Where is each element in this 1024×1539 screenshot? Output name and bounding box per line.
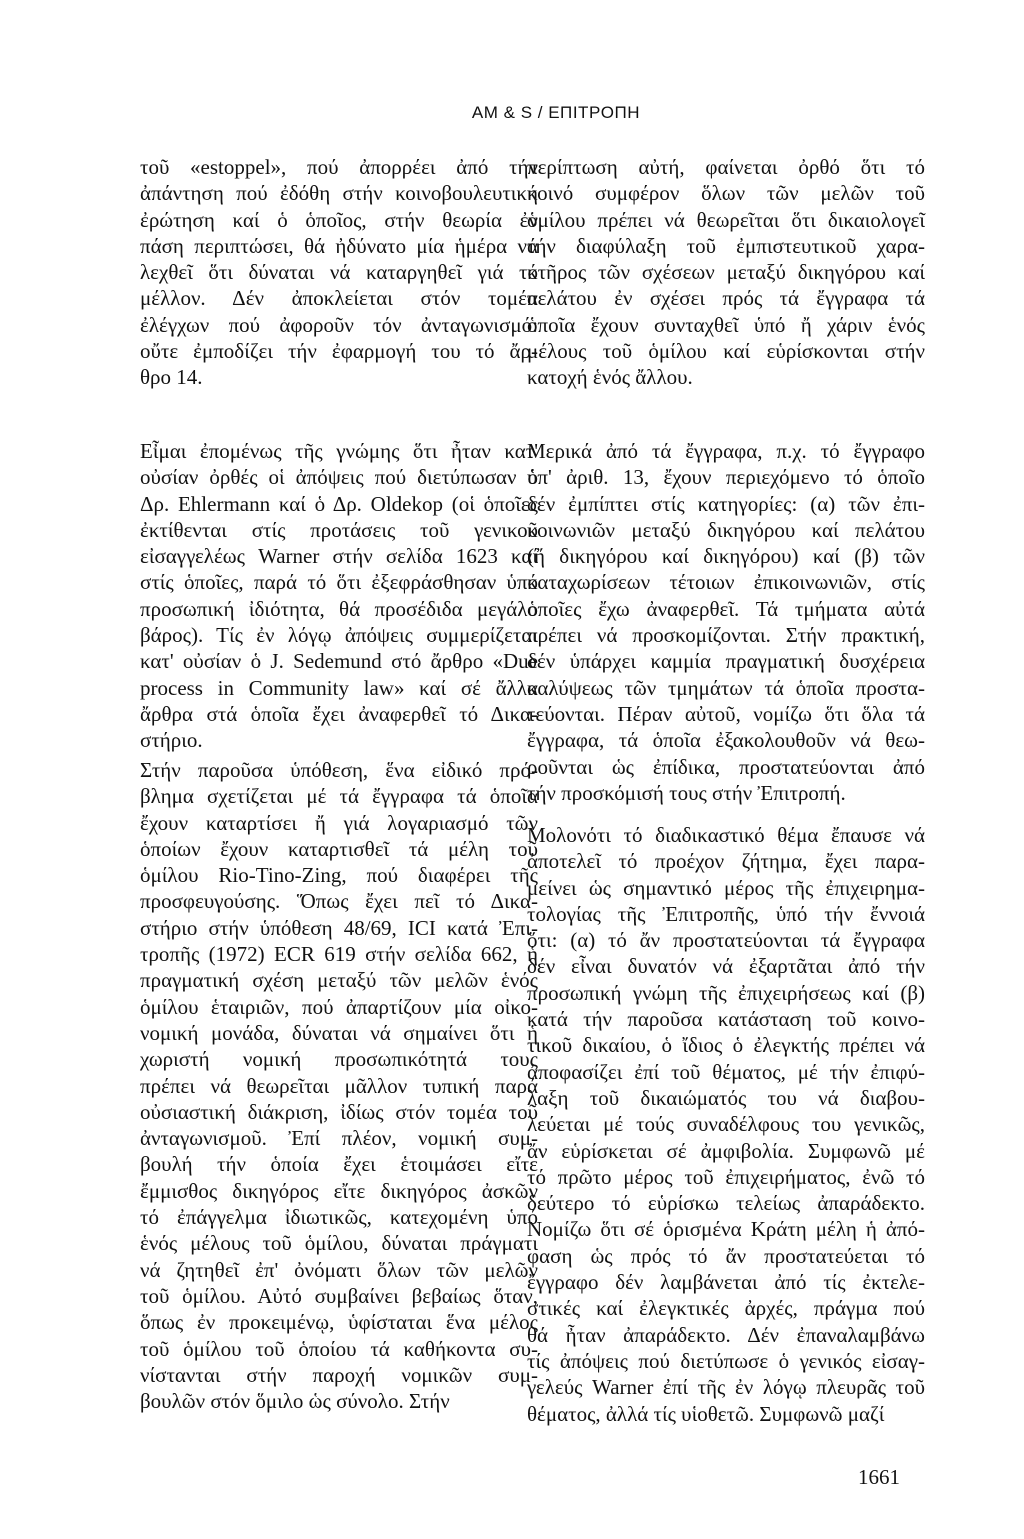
text-line: ὁποῖες ἔχω ἀναφερθεῖ. Τά τμήματα αὐτά bbox=[527, 596, 925, 621]
text-line: δέν ἐμπίπτει στίς κατηγορίες: (α) τῶν ἐπι- bbox=[527, 491, 925, 516]
text-line: τεύονται. Πέραν αὐτοῦ, νομίζω ὅτι ὅλα τά bbox=[527, 701, 925, 726]
text-line: ὁμίλου ἑταιριῶν, πού ἀπαρτίζουν μία οἰκο- bbox=[140, 994, 538, 1019]
text-line: ἄρθρα στά ὁποῖα ἔχει ἀναφερθεῖ τό Δικα- bbox=[140, 701, 538, 726]
text-line: θρο 14. bbox=[140, 365, 203, 390]
text-line: ὁποίων ἔχουν καταρτισθεῖ τά μέλη τοῦ bbox=[140, 836, 538, 861]
text-line: προσωπική ἰδιότητα, θά προσέδιδα μεγάλο bbox=[140, 596, 538, 621]
left-paragraph-3 bbox=[140, 757, 538, 1414]
text-line: Εἶμαι ἐπομένως τῆς γνώμης ὅτι ἦταν κατ' bbox=[140, 439, 538, 463]
text-line: φαση ὡς πρός τό ἄν προστατεύεται τό bbox=[527, 1243, 925, 1268]
text-line: κοινωνιῶν μεταξύ δικηγόρου καί πελάτου bbox=[527, 517, 925, 542]
text-line: ὅτι: (α) τό ἄν προστατεύονται τά ἔγγραφα bbox=[527, 928, 925, 953]
right-paragraph-2 bbox=[527, 438, 925, 806]
text-line: πελάτου ἐν σχέσει πρός τά ἔγγραφα τά bbox=[527, 286, 925, 311]
text-line: στικές καί ἐλεγκτικές ἀρχές, πράγμα πού bbox=[527, 1296, 925, 1321]
text-line: τίς ἀπόψεις πού διετύπωσε ὁ γενικός εἰσαγ- bbox=[527, 1348, 925, 1373]
text-line: κατ' οὐσίαν ὁ J. Sedemund στό ἄρθρο «Due bbox=[140, 649, 538, 674]
text-line: μέλλον. Δέν ἀποκλείεται στόν τομέα bbox=[140, 286, 538, 311]
right-paragraph-3 bbox=[527, 822, 925, 1427]
text-line: ὁμίλου πρέπει νά θεωρεῖται ὅτι δικαιολογεῖ bbox=[527, 207, 925, 232]
text-line: τοῦ «estoppel», πού ἀπορρέει ἀπό τήν bbox=[140, 155, 538, 179]
text-line: τό ἐπάγγελμα ἰδιωτικῶς, κατεχομένη ὑπό bbox=[140, 1205, 538, 1230]
text-line: νίστανται στήν παροχή νομικῶν συμ- bbox=[140, 1362, 538, 1387]
text-line: λεύεται μέ τούς συναδέλφους του γενικῶς, bbox=[527, 1112, 925, 1137]
text-line: ἔγγραφα, τά ὁποῖα ἐξακολουθοῦν νά θεω- bbox=[527, 728, 925, 753]
text-line: τοῦ ὁμίλου τοῦ ὁποίου τά καθήκοντα συ- bbox=[140, 1336, 538, 1361]
text-line: καταχωρίσεων τέτοιων ἐπικοινωνιῶν, στίς bbox=[527, 570, 925, 595]
text-line: ἐρώτηση καί ὁ ὁποῖος, στήν θεωρία ἐν bbox=[140, 207, 538, 232]
text-line: βουλῶν στόν ὅμιλο ὡς σύνολο. Στήν bbox=[140, 1389, 450, 1414]
text-line: Νομίζω ὅτι σέ ὁρισμένα Κράτη μέλη ἡ ἀπό- bbox=[527, 1217, 925, 1242]
text-line: περίπτωση αὐτή, φαίνεται ὀρθό ὅτι τό bbox=[527, 155, 925, 179]
text-line: κτῆρος τῶν σχέσεων μεταξύ δικηγόρου καί bbox=[527, 260, 925, 285]
text-line: βουλή τήν ὁποία ἔχει ἑτοιμάσει εἴτε bbox=[140, 1152, 538, 1177]
text-line: μείνει ὡς σημαντικό μέρος τῆς ἐπιχειρημα- bbox=[527, 875, 925, 900]
text-line: νά ζητηθεῖ ἐπ' ὀνόματι ὅλων τῶν μελῶν bbox=[140, 1257, 538, 1282]
text-line: δέν εἶναι δυνατόν νά ἐξαρτᾶται ἀπό τήν bbox=[527, 954, 925, 979]
running-header: AM & S / ΕΠΙΤΡΟΠΗ bbox=[471, 103, 641, 122]
text-line: βλημα σχετίζεται μέ τά ἔγγραφα τά ὁποῖα bbox=[140, 784, 538, 809]
text-line: ἔμμισθος δικηγόρος εἴτε δικηγόρος ἀσκῶν bbox=[140, 1178, 538, 1203]
text-line: θά ἦταν ἀπαράδεκτο. Δέν ἐπαναλαμβάνω bbox=[527, 1322, 925, 1347]
text-line: προσφευγούσης. Ὅπως ἔχει πεῖ τό Δικα- bbox=[140, 889, 538, 914]
text-line: ἑνός μέλους τοῦ ὁμίλου, δύναται πράγματι bbox=[140, 1231, 538, 1256]
page-number: 1661 bbox=[858, 1465, 900, 1489]
left-paragraph-2 bbox=[140, 438, 538, 754]
text-line: πάση περιπτώσει, θά ἠδύνατο μία ἡμέρα νά bbox=[140, 233, 538, 258]
text-line: καλύψεως τῶν τμημάτων τά ὁποῖα προστα- bbox=[527, 675, 925, 700]
text-line: στήριο στήν ὑπόθεση 48/69, ICI κατά Ἐπι- bbox=[140, 915, 538, 940]
text-line: μέλους τοῦ ὁμίλου καί εὑρίσκονται στήν bbox=[527, 339, 925, 364]
text-line: δεύτερο τό εὑρίσκω τελείως ἀπαράδεκτο. bbox=[527, 1191, 925, 1216]
text-line: θέματος, ἀλλά τίς υἱοθετῶ. Συμφωνῶ μαζί bbox=[527, 1401, 885, 1426]
text-line: τήν προσκόμισή τους στήν Ἐπιτροπή. bbox=[527, 780, 846, 805]
text-line: ἀνταγωνισμοῦ. Ἐπί πλέον, νομική συμ- bbox=[140, 1126, 538, 1151]
text-line: ἐκτίθενται στίς προτάσεις τοῦ γενικοῦ bbox=[140, 517, 538, 542]
text-line: (ἤ δικηγόρου καί δικηγόρου) καί (β) τῶν bbox=[527, 544, 925, 569]
text-line: Στήν παροῦσα ὑπόθεση, ἕνα εἰδικό πρό- bbox=[140, 758, 538, 782]
text-line: τήν διαφύλαξη τοῦ ἐμπιστευτικοῦ χαρα- bbox=[527, 233, 925, 258]
text-line: Μερικά ἀπό τά ἔγγραφα, π.χ. τό ἔγγραφο bbox=[527, 439, 925, 463]
text-line: προσωπική γνώμη τῆς ἐπιχειρήσεως καί (β) bbox=[527, 980, 925, 1005]
text-line: ἀπάντηση πού ἐδόθη στήν κοινοβουλευτική bbox=[140, 181, 538, 206]
text-line: νομική μονάδα, δύναται νά σημαίνει ὅτι ἡ bbox=[140, 1020, 538, 1045]
text-line: ἀποτελεῖ τό προέχον ζήτημα, ἔχει παρα- bbox=[527, 849, 925, 874]
text-line: ὁποῖα ἔχουν συνταχθεῖ ὑπό ἤ χάριν ἑνός bbox=[527, 312, 925, 337]
text-line: ἀποφασίζει ἐπί τοῦ θέματος, μέ τήν ἐπιφύ- bbox=[527, 1059, 925, 1084]
text-line: τοῦ ὁμίλου. Αὐτό συμβαίνει βεβαίως ὅταν, bbox=[140, 1283, 538, 1308]
text-line: ὅπως ἐν προκειμένῳ, ὑφίσταται ἕνα μέλος bbox=[140, 1310, 538, 1335]
text-line: οὐσιαστική διάκριση, ἰδίως στόν τομέα τοῦ bbox=[140, 1099, 538, 1124]
text-line: ἔγγραφο δέν λαμβάνεται ἀπό τίς ἐκτελε- bbox=[527, 1270, 925, 1295]
text-line: λεχθεῖ ὅτι δύναται νά καταργηθεῖ γιά τό bbox=[140, 260, 538, 285]
text-line: πραγματική σχέση μεταξύ τῶν μελῶν ἑνός bbox=[140, 968, 538, 993]
text-line: ἄν εὑρίσκεται σέ ἀμφιβολία. Συμφωνῶ μέ bbox=[527, 1138, 925, 1163]
text-line: γελεύς Warner ἐπί τῆς ἐν λόγῳ πλευρᾶς τοῦ bbox=[527, 1375, 925, 1400]
text-line: τολογίας τῆς Ἐπιτροπῆς, ὑπό τήν ἔννοιά bbox=[527, 901, 925, 926]
text-line: τροπῆς (1972) ECR 619 στήν σελίδα 662, ἡ bbox=[140, 942, 538, 967]
text-line: Δρ. Ehlermann καί ὁ Δρ. Oldekop (οἱ ὁποῖες bbox=[140, 491, 538, 516]
text-line: πρέπει νά προσκομίζονται. Στήν πρακτική, bbox=[527, 623, 925, 648]
text-line: κατοχή ἑνός ἄλλου. bbox=[527, 365, 693, 390]
text-line: εἰσαγγελέως Warner στήν σελίδα 1623 καί bbox=[140, 544, 538, 569]
text-line: οὐσίαν ὀρθές οἱ ἀπόψεις πού διετύπωσαν ὁ bbox=[140, 465, 538, 490]
text-line: λαξη τοῦ δικαιώματός του νά διαβου- bbox=[527, 1085, 925, 1110]
text-line: δέν ὑπάρχει καμμία πραγματική δυσχέρεια bbox=[527, 649, 925, 674]
text-line: τό πρῶτο μέρος τοῦ ἐπιχειρήματος, ἐνῶ τό bbox=[527, 1164, 925, 1189]
text-line: ὁμίλου Rio-Tino-Zing, πού διαφέρει τῆς bbox=[140, 863, 538, 888]
text-line: χωριστή νομική προσωπικότητά τους bbox=[140, 1047, 538, 1072]
text-line: ἔχουν καταρτίσει ἤ γιά λογαριασμό τῶν bbox=[140, 810, 538, 835]
text-line: πρέπει νά θεωρεῖται μᾶλλον τυπική παρά bbox=[140, 1073, 538, 1098]
text-line: process in Community law» καί σέ ἄλλα bbox=[140, 675, 538, 700]
right-paragraph-1 bbox=[527, 154, 925, 391]
left-paragraph-1 bbox=[140, 154, 538, 391]
text-line: στίς ὁποῖες, παρά τό ὅτι ἐξεφράσθησαν ὑπό bbox=[140, 570, 538, 595]
text-line: βάρος). Τίς ἐν λόγῳ ἀπόψεις συμμερίζεται bbox=[140, 623, 538, 648]
text-line: ἐλέγχων πού ἀφοροῦν τόν ἀνταγωνισμό: bbox=[140, 312, 538, 337]
text-line: ροῦνται ὡς ἐπίδικα, προστατεύονται ἀπό bbox=[527, 754, 925, 779]
text-line: στήριο. bbox=[140, 728, 203, 753]
text-line: Μολονότι τό διαδικαστικό θέμα ἔπαυσε νά bbox=[527, 823, 925, 847]
text-line: κοινό συμφέρον ὅλων τῶν μελῶν τοῦ bbox=[527, 181, 925, 206]
text-line: οὔτε ἐμποδίζει τήν ἐφαρμογή του τό ἄρ- bbox=[140, 339, 538, 364]
text-line: κατά τήν παροῦσα κατάσταση τοῦ κοινο- bbox=[527, 1007, 925, 1032]
text-line: ὑπ' ἀριθ. 13, ἔχουν περιεχόμενο τό ὁποῖο bbox=[527, 465, 925, 490]
text-line: τικοῦ δικαίου, ὁ ἴδιος ὁ ἐλεγκτής πρέπει νά bbox=[527, 1033, 925, 1058]
